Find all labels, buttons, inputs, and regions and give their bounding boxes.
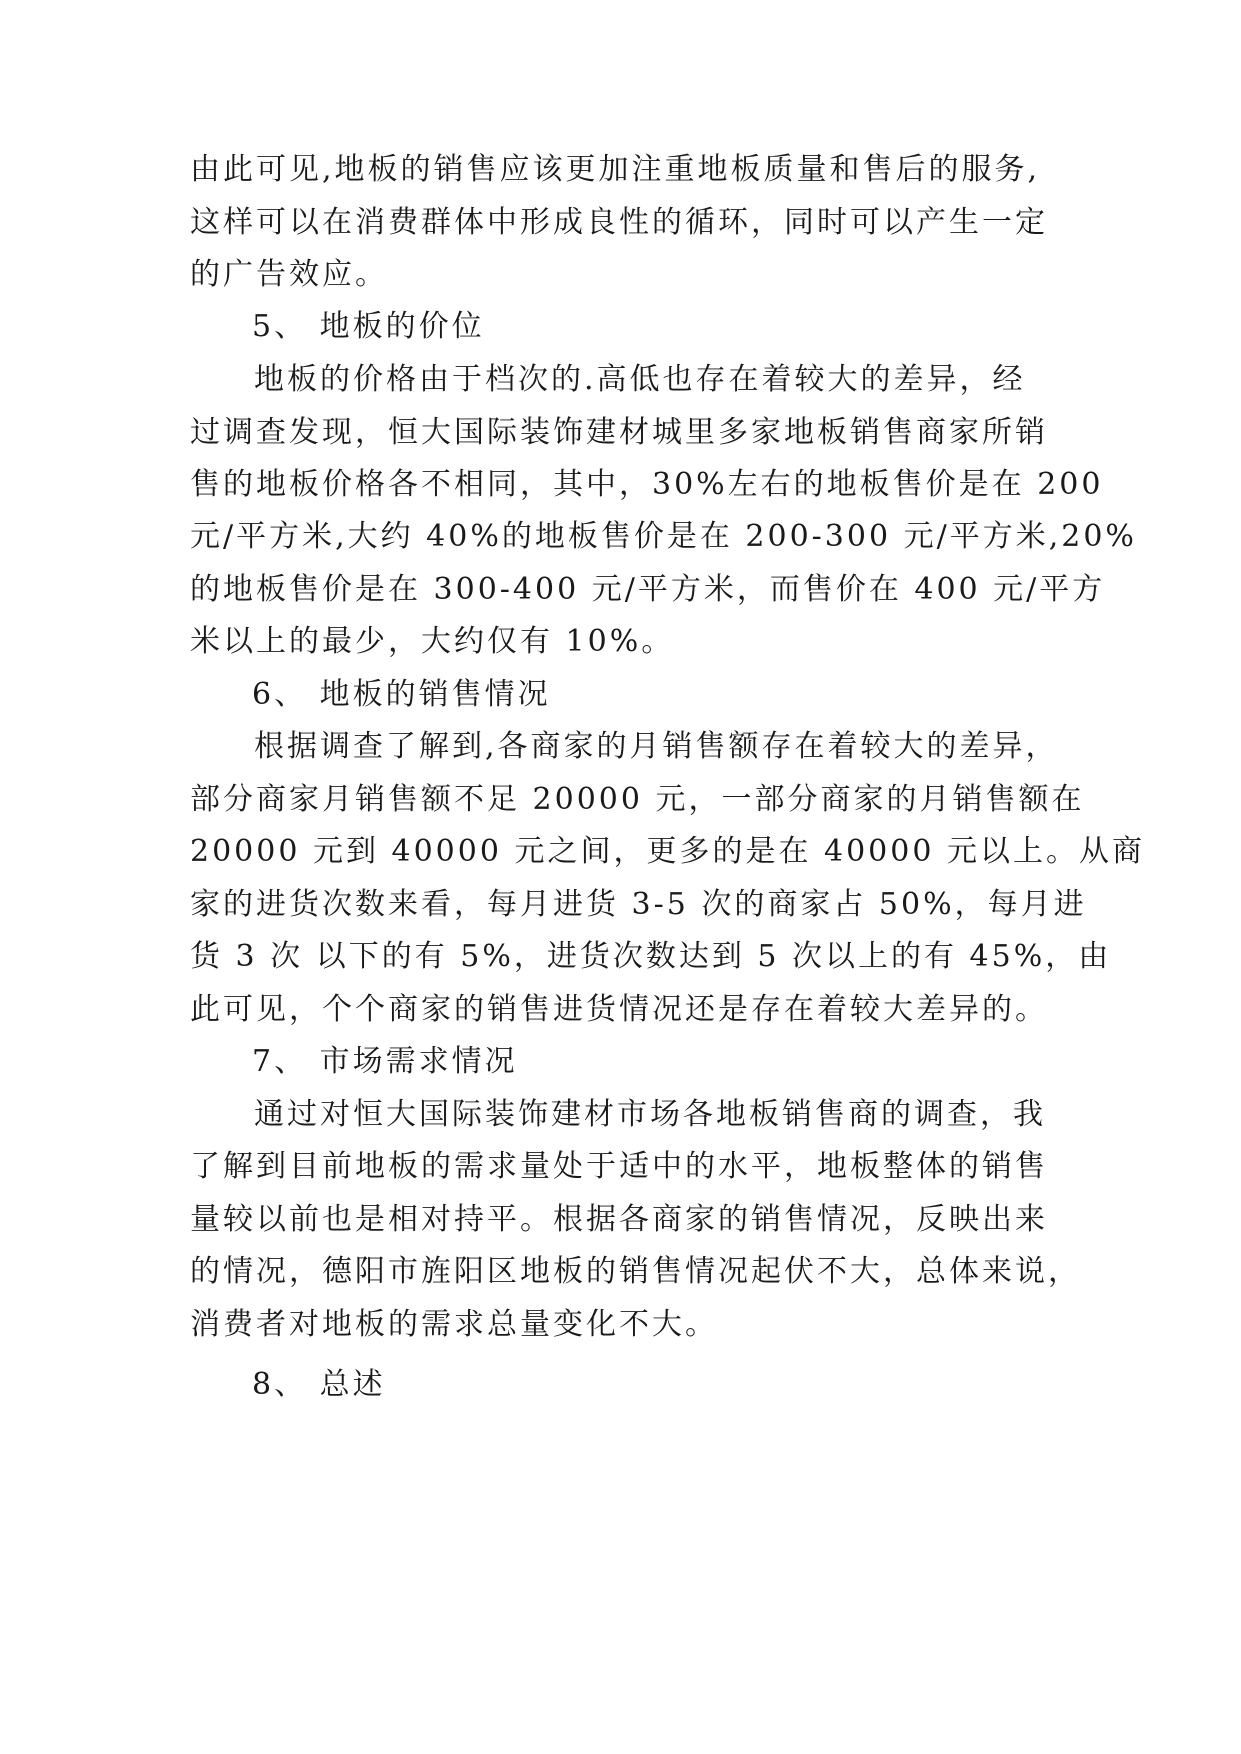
paragraph-line: 过调查发现，恒大国际装饰建材城里多家地板销售商家所销: [190, 415, 1048, 450]
paragraph-line: 通过对恒大国际装饰建材市场各地板销售商的调查，我: [254, 1097, 1046, 1132]
paragraph-line: 20000 元到 40000 元之间，更多的是在 40000 元以上。从商: [190, 834, 1145, 869]
paragraph-line: 消费者对地板的需求总量变化不大。: [190, 1307, 718, 1342]
paragraph-line: 量较以前也是相对持平。根据各商家的销售情况，反映出来: [190, 1202, 1048, 1237]
section-heading-6: 6、 地板的销售情况: [252, 677, 551, 712]
paragraph-line: 的广告效应。: [190, 257, 388, 292]
section-heading-8: 8、 总述: [252, 1367, 386, 1402]
paragraph-line: 家的进货次数来看，每月进货 3-5 次的商家占 50%，每月进: [190, 887, 1087, 922]
paragraph-line: 货 3 次 以下的有 5%，进货次数达到 5 次以上的有 45%，由: [190, 939, 1112, 974]
paragraph-line: 地板的价格由于档次的.高低也存在着较大的差异，经: [254, 362, 1026, 397]
paragraph-line: 的地板售价是在 300-400 元/平方米，而售价在 400 元/平方: [190, 572, 1106, 607]
paragraph-line: 的情况，德阳市旌阳区地板的销售情况起伏不大，总体来说，: [190, 1254, 1081, 1289]
paragraph-line: 售的地板价格各不相同，其中，30%左右的地板售价是在 200: [190, 467, 1104, 502]
paragraph-line: 根据调查了解到,各商家的月销售额存在着较大的差异，: [254, 729, 1059, 764]
section-heading-5: 5、 地板的价位: [252, 309, 485, 344]
paragraph-line: 了解到目前地板的需求量处于适中的水平，地板整体的销售: [190, 1149, 1048, 1184]
section-heading-7: 7、 市场需求情况: [252, 1044, 518, 1079]
paragraph-line: 由此可见,地板的销售应该更加注重地板质量和售后的服务,: [190, 152, 1041, 187]
paragraph-line: 此可见，个个商家的销售进货情况还是存在着较大差异的。: [190, 992, 1048, 1027]
paragraph-line: 元/平方米,大约 40%的地板售价是在 200-300 元/平方米,20%: [190, 519, 1137, 554]
paragraph-line: 米以上的最少，大约仅有 10%。: [190, 624, 675, 659]
paragraph-line: 部分商家月销售额不足 20000 元，一部分商家的月销售额在: [190, 782, 1085, 817]
paragraph-line: 这样可以在消费群体中形成良性的循环，同时可以产生一定: [190, 205, 1048, 240]
